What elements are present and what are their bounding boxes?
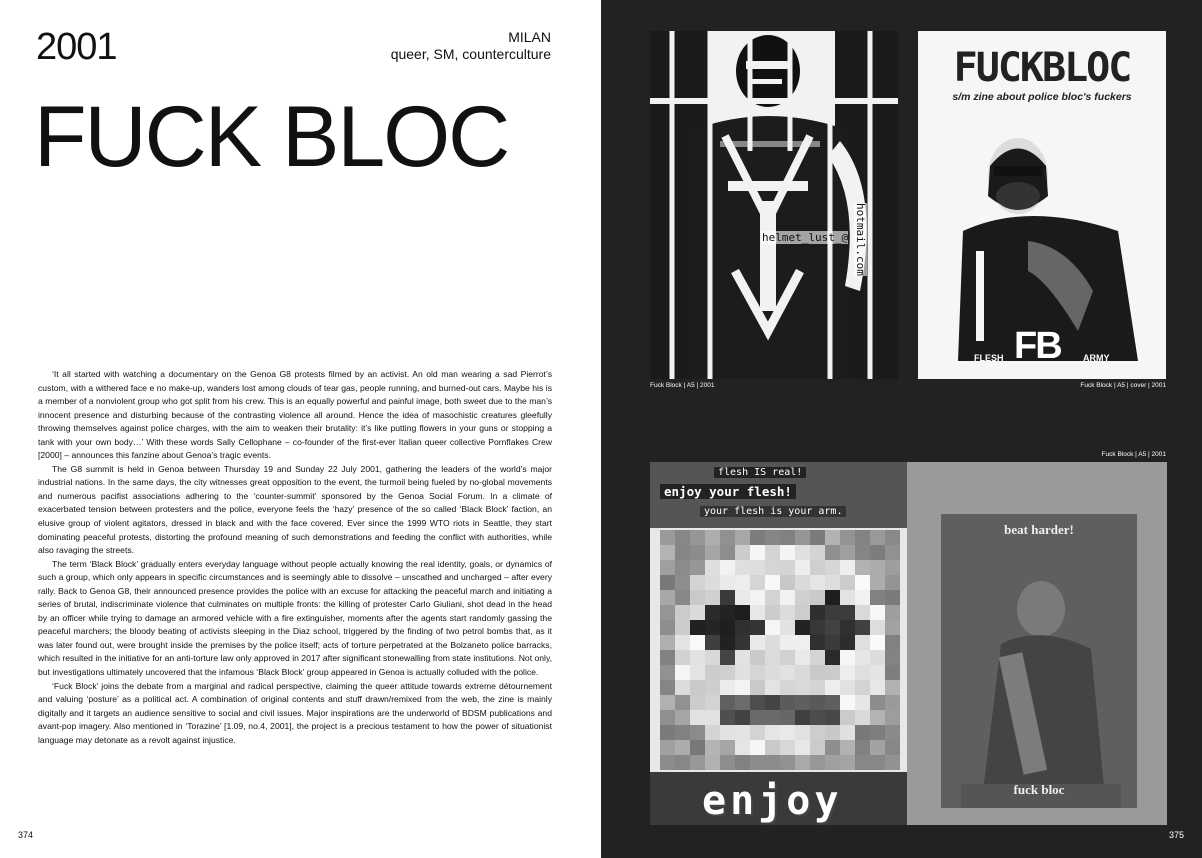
mosaic-tile [840, 560, 855, 575]
city-label: MILAN [508, 29, 551, 45]
mosaic-tile [735, 530, 750, 545]
paragraph: The term ‘Black Block’ gradually enters everyday language without people actually knowing the real identity, goals, or dynamics of such a group, which only appears in specific circumstances and is seemingly able to dissolve – unscathed and uncharged – after every rally. Back to Genoa G8, their announced presence provides the police with an excuse for attacking the peaceful march and initiating a series of brutal, indiscriminate violence that culminates on multiple fronts: the killing of protester Carlo Giuliani, shot dead in the head by an officer while trying to damage an armored vehicle with a fire extinguisher, moments after the agents start randomly gassing the peaceful marchers; the bloody beating of activists sleeping in the Diaz school, triggered by the finding of two petrol bombs that, as it was later found out, were brought inside the premises by the police itself; acts of torture perpetrated at the Bolzaneto police barracks, which resulted in the initiative for an anti-torture law only approved in 2017 after significant stonewalling from state institutions. Not only, but investigations ultimately uncovered that the infamous ‘Black Block’ group appeared in Genoa is actually colluded with the police. [38, 558, 552, 678]
mosaic-tile [825, 590, 840, 605]
mosaic-tile [780, 695, 795, 710]
mosaic-tile [855, 560, 870, 575]
mosaic-tile [870, 710, 885, 725]
mosaic-tile [735, 740, 750, 755]
mosaic-tile [855, 710, 870, 725]
mosaic-tile [660, 710, 675, 725]
mosaic-tile [855, 575, 870, 590]
mosaic-tile [855, 680, 870, 695]
mosaic-tile [795, 560, 810, 575]
mosaic-tile [675, 635, 690, 650]
mosaic-tile [795, 710, 810, 725]
mosaic-tile [750, 545, 765, 560]
mosaic-tile [660, 530, 675, 545]
mosaic-tile [690, 575, 705, 590]
email-horizontal-text: helmet_lust_@ [762, 231, 849, 244]
mosaic-tile [750, 725, 765, 740]
mosaic-tile [855, 725, 870, 740]
mosaic-tile [825, 620, 840, 635]
mosaic-tile [675, 755, 690, 770]
mosaic-tile [690, 680, 705, 695]
mosaic-tile [885, 695, 900, 710]
mosaic-tile [870, 605, 885, 620]
mosaic-tile [735, 680, 750, 695]
mosaic-tile [780, 740, 795, 755]
mosaic-tile [735, 650, 750, 665]
mosaic-tile [780, 725, 795, 740]
mosaic-tile [750, 755, 765, 770]
mosaic-tile [855, 755, 870, 770]
mosaic-tile [840, 740, 855, 755]
mosaic-tile [840, 695, 855, 710]
mosaic-tile [750, 620, 765, 635]
mosaic-tile [720, 545, 735, 560]
tags-label: queer, SM, counterculture [390, 46, 551, 62]
mosaic-tile [885, 635, 900, 650]
mosaic-tile [810, 620, 825, 635]
mosaic-tile [690, 605, 705, 620]
mosaic-tile [795, 680, 810, 695]
mosaic-tile [840, 635, 855, 650]
fuck-bloc-text: fuck bloc [1013, 782, 1065, 797]
mosaic-tile [780, 665, 795, 680]
mosaic-tile [765, 560, 780, 575]
mosaic-tile [705, 710, 720, 725]
mosaic-tile [840, 755, 855, 770]
badge-left-text: FLESH [974, 353, 1004, 363]
mosaic-tile [750, 695, 765, 710]
mosaic-tile [810, 545, 825, 560]
spread-line3: your flesh is your arm. [700, 506, 846, 517]
mosaic-tile [705, 695, 720, 710]
mosaic-tile [855, 665, 870, 680]
mosaic-tile [735, 590, 750, 605]
mosaic-tile [795, 545, 810, 560]
mosaic-tile [660, 620, 675, 635]
mosaic-tile [795, 575, 810, 590]
beat-harder-panel [941, 514, 1137, 808]
mosaic-tile [810, 560, 825, 575]
mosaic-tile [855, 635, 870, 650]
mosaic-tile [690, 560, 705, 575]
mosaic-tile [720, 740, 735, 755]
mosaic-tile [705, 635, 720, 650]
mosaic-tile [735, 755, 750, 770]
mosaic-tile [750, 530, 765, 545]
mosaic-tile [885, 530, 900, 545]
mosaic-tile [660, 605, 675, 620]
mosaic-tile [825, 530, 840, 545]
mosaic-tile [855, 545, 870, 560]
mosaic-tile [735, 620, 750, 635]
mosaic-tile [795, 530, 810, 545]
mosaic-tile [660, 665, 675, 680]
mosaic-tile [795, 605, 810, 620]
mosaic-tile [765, 665, 780, 680]
mosaic-tile [720, 725, 735, 740]
mosaic-tile [705, 605, 720, 620]
spread-line2: enjoy your flesh! [660, 484, 796, 499]
mosaic-tile [885, 590, 900, 605]
mosaic-tile [885, 665, 900, 680]
mosaic-tile [825, 575, 840, 590]
zine-cover-image [918, 31, 1166, 379]
beat-harder-text: beat harder! [1004, 522, 1074, 537]
mosaic-tile [855, 605, 870, 620]
mosaic-tile [735, 605, 750, 620]
mosaic-tile [870, 665, 885, 680]
mosaic-tile [840, 620, 855, 635]
mosaic-tile [780, 755, 795, 770]
mosaic-tile [840, 545, 855, 560]
mosaic-tile [885, 680, 900, 695]
mosaic-tile [675, 680, 690, 695]
mosaic-tile [690, 635, 705, 650]
article-body [38, 368, 552, 747]
mosaic-tile [870, 575, 885, 590]
mosaic-tile [870, 680, 885, 695]
mosaic-tile [840, 650, 855, 665]
mosaic-tile [675, 560, 690, 575]
mosaic-tile [675, 530, 690, 545]
mosaic-tile [825, 665, 840, 680]
mosaic-tile [660, 740, 675, 755]
mosaic-tile [690, 530, 705, 545]
spread-left-page [650, 462, 907, 825]
mosaic-tile [660, 680, 675, 695]
mosaic-tile [795, 620, 810, 635]
mosaic-tile [780, 545, 795, 560]
mosaic-tile [780, 605, 795, 620]
mosaic-tile [705, 725, 720, 740]
mosaic-tile [735, 635, 750, 650]
mosaic-tile [810, 740, 825, 755]
paragraph: ‘It all started with watching a documentary on the Genoa G8 protests filmed by an activist. An old man wearing a sad Pierrot’s custom, with a withered face e no make-up, wanders lost among clouds of tear gas, people running, and burned-out cars. Maybe his is a member of a nonviolent group who got split from his crew. This is an equally powerful and painful image, both sweet due to the man’s innocent presence and disturbing because of the contrasting violence all around. Hence the idea of masochistic creatures gleefully throwing themselves against police charges, with the aim to weaken their brutality: it’s like putting flowers in your guns or stopping a tank with your own body…’ With these words Sally Cellophane – co-founder of the first-ever Italian queer collective Pornflakes Crew [2000] – announces this fanzine about Genoa’s tragic events. [38, 369, 552, 461]
mosaic-tile [795, 725, 810, 740]
mosaic-tile [840, 710, 855, 725]
mosaic-tile [780, 635, 795, 650]
paragraph: ‘Fuck Block’ joins the debate from a marginal and radical perspective, claiming the queer attitude towards extreme détournement and valuing ‘posture’ as a political act. A combination of original contents and stuff drawn/remixed from the web, the zine is mainly digitally and it targets an audience sensitive to social and civil issues. Major inspirations are the underworld of BDSM publications and avant-pop imagery. Also mentioned in ‘Torazine’ [1.09, no.4, 2001], the project is a precious testament to how the power of situationist language may detonate as a revolt against injustice. [38, 680, 552, 745]
mosaic-tile [765, 650, 780, 665]
mosaic-tile [825, 725, 840, 740]
caption-zine2: Fuck Block | A5 | cover | 2001 [1080, 382, 1166, 389]
mosaic-tile [765, 575, 780, 590]
mosaic-tile [735, 725, 750, 740]
mosaic-tile [765, 680, 780, 695]
mosaic-tile [795, 650, 810, 665]
mosaic-tile [765, 620, 780, 635]
mosaic-tile [660, 635, 675, 650]
mosaic-tile [705, 590, 720, 605]
mosaic-tile [750, 605, 765, 620]
mosaic-tile [675, 740, 690, 755]
mosaic-tile [750, 635, 765, 650]
mosaic-tile [885, 740, 900, 755]
mosaic-tile [765, 635, 780, 650]
mosaic-tile [675, 575, 690, 590]
caption-zine1: Fuck Block | A5 | 2001 [650, 382, 715, 389]
mosaic-tile [870, 740, 885, 755]
mosaic-tile [735, 695, 750, 710]
mosaic-tile [810, 695, 825, 710]
mosaic-tile [795, 755, 810, 770]
mosaic-tile [765, 695, 780, 710]
mosaic-tile [690, 710, 705, 725]
mosaic-tile [675, 620, 690, 635]
mosaic-tile [885, 560, 900, 575]
mosaic-tile [705, 680, 720, 695]
badge-right-text: ARMY [1083, 353, 1110, 363]
mosaic-tile [705, 575, 720, 590]
mosaic-tile [750, 740, 765, 755]
mosaic-tile [810, 635, 825, 650]
mosaic-tile [750, 680, 765, 695]
mosaic-tile [840, 665, 855, 680]
mosaic-tile [870, 620, 885, 635]
mosaic-tile [660, 560, 675, 575]
mosaic-tile [795, 635, 810, 650]
mosaic-tile [870, 590, 885, 605]
mosaic-tile [720, 680, 735, 695]
mosaic-tile [780, 620, 795, 635]
mosaic-tile [825, 635, 840, 650]
mosaic-tile [720, 635, 735, 650]
mosaic-tile [765, 605, 780, 620]
mosaic-tile [885, 755, 900, 770]
mosaic-tile [870, 695, 885, 710]
mosaic-tile [765, 530, 780, 545]
mosaic-tile [720, 575, 735, 590]
mosaic-tile [855, 740, 870, 755]
mosaic-tile [885, 605, 900, 620]
mosaic-tile [810, 665, 825, 680]
mosaic-tile [825, 695, 840, 710]
riot-figure-illustration [941, 514, 1137, 808]
caption-spread: Fuck Block | A5 | 2001 [1101, 451, 1166, 458]
mosaic-tile [660, 695, 675, 710]
mosaic-tile [690, 590, 705, 605]
mosaic-tile [705, 755, 720, 770]
mosaic-tile [660, 650, 675, 665]
mosaic-tile [885, 710, 900, 725]
mosaic-tile [750, 710, 765, 725]
mosaic-tile [735, 575, 750, 590]
mosaic-tile [765, 590, 780, 605]
mosaic-tile [870, 530, 885, 545]
mosaic-tile [870, 635, 885, 650]
page-number-left: 374 [18, 830, 34, 840]
mosaic-tile [720, 560, 735, 575]
mosaic-tile [720, 665, 735, 680]
mosaic-tile [810, 755, 825, 770]
mosaic-tile [855, 650, 870, 665]
mosaic-tile [825, 755, 840, 770]
mosaic-tile [675, 545, 690, 560]
mosaic-tile [825, 740, 840, 755]
mosaic-tile [705, 650, 720, 665]
mosaic-tile [735, 545, 750, 560]
mosaic-tile [720, 590, 735, 605]
right-page [601, 0, 1202, 858]
mosaic-tile [675, 710, 690, 725]
mosaic-tile [825, 560, 840, 575]
mosaic-tile [660, 575, 675, 590]
mosaic-tile [840, 530, 855, 545]
mosaic-tile [735, 560, 750, 575]
mosaic-tile [840, 575, 855, 590]
mosaic-tile [705, 545, 720, 560]
mosaic-tile [750, 560, 765, 575]
mosaic-tile [810, 650, 825, 665]
mosaic-tile [810, 530, 825, 545]
mosaic-tile [810, 680, 825, 695]
mosaic-tile [795, 695, 810, 710]
mosaic-tile [885, 650, 900, 665]
spread-line1: flesh IS real! [714, 467, 806, 478]
mosaic-tile [720, 620, 735, 635]
mosaic-tile [825, 545, 840, 560]
mosaic-tile [810, 725, 825, 740]
mosaic-tile [870, 560, 885, 575]
mosaic-tile [780, 575, 795, 590]
mosaic-tile [675, 695, 690, 710]
mosaic-tile [705, 740, 720, 755]
zine-image-caged-man [650, 31, 898, 379]
mosaic-tile [825, 650, 840, 665]
mosaic-tile [720, 605, 735, 620]
mosaic-tile [705, 665, 720, 680]
mosaic-tile [660, 755, 675, 770]
mosaic-tile [870, 545, 885, 560]
mosaic-tile [735, 710, 750, 725]
zine-logo: FUCKBLOC [953, 45, 1131, 91]
mosaic-tile [675, 665, 690, 680]
mosaic-tile [780, 590, 795, 605]
mosaic-tile [870, 755, 885, 770]
mosaic-tile [765, 710, 780, 725]
badge-mid-text: FB [1014, 325, 1061, 367]
mosaic-tile [810, 710, 825, 725]
mosaic-tile [690, 545, 705, 560]
mosaic-tile [750, 665, 765, 680]
mosaic-tile [765, 545, 780, 560]
mosaic-tile [720, 695, 735, 710]
mosaic-tile [885, 575, 900, 590]
mosaic-tile [690, 650, 705, 665]
mosaic-tile [690, 695, 705, 710]
mosaic-tile [870, 725, 885, 740]
mosaic-tile [765, 725, 780, 740]
mosaic-tile [690, 725, 705, 740]
mosaic-tile [735, 665, 750, 680]
paragraph: The G8 summit is held in Genoa between Thursday 19 and Sunday 22 July 2001, gathering the leaders of the world’s major industrial nations. In the same days, the city witnesses great opposition to the event, the turmoil being fueled by no-global movements and numerous pacifist associations adhering to the ‘counter-summit’ sponsored by the Genoa Social Forum. In a climate of exacerbated tension between protesters and the police, everyone feels the ‘hazy’ presence of the so called ‘Black Block’ faction, an elusive group of violent agitators, dressed in black and with the face covered. Ever since the 1999 WTO riots in Seattle, they start dominating peaceful protests, distorting the profound meaning of such demonstrations and feeding the conflict with authorities, while also ravaging the streets. [38, 463, 552, 556]
mosaic-tile [870, 650, 885, 665]
mosaic-tile [855, 590, 870, 605]
mosaic-tile [750, 650, 765, 665]
mosaic-tile [825, 680, 840, 695]
mosaic-tile [705, 530, 720, 545]
mosaic-tile [750, 575, 765, 590]
mosaic-tile [675, 725, 690, 740]
mosaic-tile [840, 680, 855, 695]
mosaic-tile [840, 605, 855, 620]
mosaic-tile [765, 755, 780, 770]
mosaic-tile [795, 590, 810, 605]
mosaic-tile [810, 575, 825, 590]
mosaic-tile [720, 710, 735, 725]
spread-right-page [907, 462, 1167, 825]
mosaic-tile [855, 530, 870, 545]
mosaic-tile [690, 740, 705, 755]
mosaic-tile [780, 650, 795, 665]
mosaic-tile [855, 620, 870, 635]
year-heading: 2001 [36, 26, 117, 68]
mosaic-tile [675, 650, 690, 665]
spread-bottom-word: enjoy [702, 778, 843, 824]
mosaic-tile [795, 740, 810, 755]
page-title: FUCK BLOC [34, 89, 509, 185]
mosaic-tile [705, 560, 720, 575]
mosaic-tile [660, 590, 675, 605]
mosaic-tile [660, 725, 675, 740]
mosaic-tile [885, 620, 900, 635]
mosaic-tile [885, 725, 900, 740]
mosaic-tile [885, 545, 900, 560]
mosaic-tile [720, 530, 735, 545]
mosaic-tile [840, 725, 855, 740]
mosaic-tile [810, 590, 825, 605]
mosaic-tile [675, 605, 690, 620]
mosaic-tile [705, 620, 720, 635]
mosaic-tile [840, 590, 855, 605]
mosaic-tile [825, 605, 840, 620]
mosaic-tile [780, 530, 795, 545]
mosaic-tile [675, 590, 690, 605]
mosaic-tile [810, 605, 825, 620]
mosaic-tile [780, 560, 795, 575]
mosaic-tile [690, 755, 705, 770]
mosaic-tile [795, 665, 810, 680]
email-vertical-text: hotmail.com [854, 203, 867, 276]
mosaic-tile [780, 680, 795, 695]
zine-subtitle: s/m zine about police bloc's fuckers [952, 91, 1132, 103]
mosaic-tile [660, 545, 675, 560]
mosaic-tile [720, 650, 735, 665]
page-number-right: 375 [1168, 830, 1184, 840]
mosaic-tile [690, 620, 705, 635]
mosaic-tile [720, 755, 735, 770]
mosaic-tile [825, 710, 840, 725]
mosaic-tile [855, 695, 870, 710]
mosaic-tile [780, 710, 795, 725]
mosaic-tile [765, 740, 780, 755]
mosaic-tile [690, 665, 705, 680]
mosaic-tile [750, 590, 765, 605]
